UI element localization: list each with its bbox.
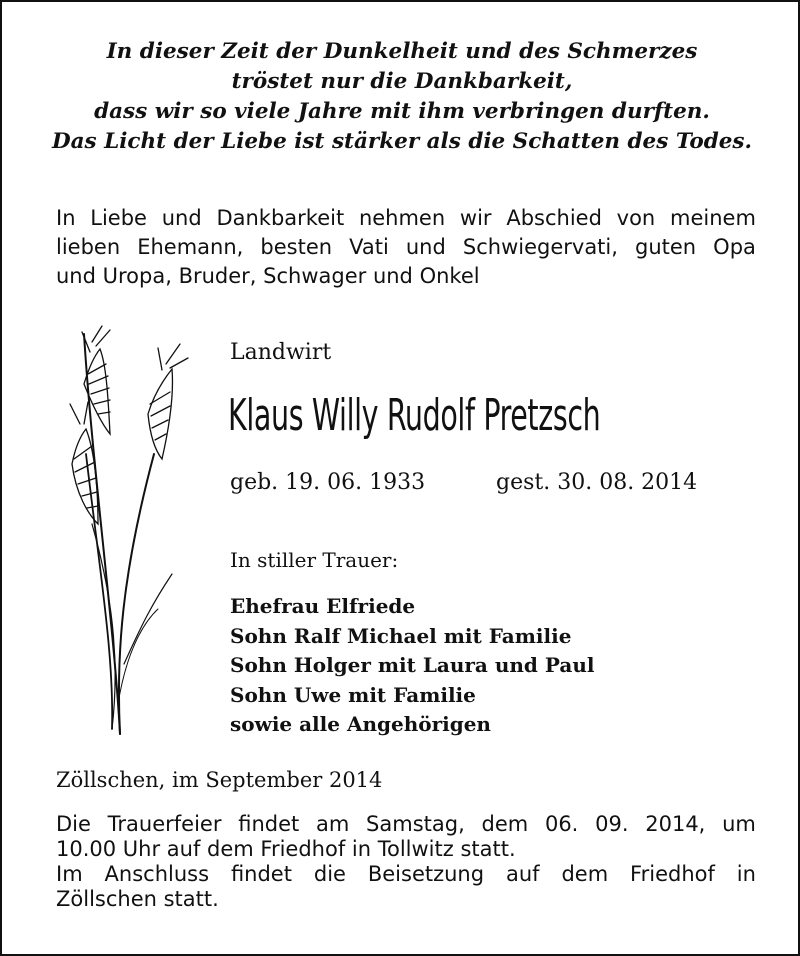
- intro-line: und Uropa, Bruder, Schwager und Onkel: [56, 264, 480, 288]
- mourning-label: In stiller Trauer:: [230, 548, 399, 572]
- word: Liebe: [90, 206, 147, 230]
- word: Samstag,: [366, 812, 465, 836]
- birth-date: geb. 19. 06. 1933: [230, 470, 426, 495]
- ceremony-info: [56, 812, 756, 912]
- word: um: [722, 812, 756, 836]
- deceased-name: Klaus Willy Rudolf Pretzsch: [228, 390, 601, 441]
- intro-line: [56, 233, 756, 262]
- word: Trauerfeier: [107, 812, 222, 836]
- word: und: [405, 235, 446, 259]
- motto-line: dass wir so viele Jahre mit ihm verbringen durften.: [94, 99, 710, 124]
- word: Dankbarkeit: [216, 206, 345, 230]
- word: wir: [459, 206, 492, 230]
- ceremony-line: 10.00 Uhr auf dem Friedhof in Tollwitz statt.: [56, 837, 516, 861]
- word: in: [736, 862, 756, 886]
- word: Opa: [713, 235, 756, 259]
- word: Ehemann,: [137, 235, 244, 259]
- word: In: [56, 206, 76, 230]
- word: Schwiegervati,: [462, 235, 618, 259]
- word: Die: [56, 812, 91, 836]
- intro-line: [56, 204, 756, 233]
- mourners-list: [230, 592, 594, 740]
- word: Friedhof: [630, 862, 715, 886]
- word: besten: [260, 235, 333, 259]
- word: Beisetzung: [367, 862, 485, 886]
- word: und: [161, 206, 202, 230]
- word: auf: [505, 862, 540, 886]
- mourner-name: sowie alle Angehörigen: [230, 712, 491, 736]
- death-date: gest. 30. 08. 2014: [496, 470, 698, 495]
- motto: [42, 37, 762, 157]
- intro-text: [56, 204, 756, 291]
- word: die: [313, 862, 346, 886]
- motto-line: tröstet nur die Dankbarkeit,: [231, 69, 573, 94]
- mourner-name: Sohn Holger mit Laura und Paul: [230, 653, 595, 677]
- word: 2014,: [645, 812, 706, 836]
- motto-line: In dieser Zeit der Dunkelheit und des Schmerzes: [106, 39, 698, 64]
- word: meinem: [670, 206, 756, 230]
- word: findet: [238, 812, 300, 836]
- ceremony-line: [56, 812, 756, 837]
- ceremony-line: [56, 862, 756, 887]
- profession: Landwirt: [230, 340, 332, 365]
- word: 09.: [595, 812, 629, 836]
- mourner-name: Sohn Ralf Michael mit Familie: [230, 623, 572, 648]
- mourner-name: Sohn Uwe mit Familie: [230, 682, 476, 707]
- word: Vati: [349, 235, 389, 259]
- word: Im: [56, 862, 83, 886]
- word: nehmen: [358, 206, 446, 230]
- word: dem: [481, 812, 529, 836]
- place-date: Zöllschen, im September 2014: [56, 768, 383, 792]
- word: Anschluss: [104, 862, 210, 886]
- wheat-ears-icon: [62, 324, 192, 744]
- word: 06.: [544, 812, 579, 836]
- ceremony-line: Zöllschen statt.: [56, 887, 219, 911]
- word: von: [616, 206, 656, 230]
- motto-line: Das Licht der Liebe ist stärker als die Schatten des Todes.: [51, 129, 752, 154]
- word: am: [315, 812, 350, 836]
- word: lieben: [56, 235, 121, 259]
- word: guten: [635, 235, 697, 259]
- mourner-name: Ehefrau Elfriede: [230, 594, 416, 618]
- word: Abschied: [506, 206, 602, 230]
- word: findet: [230, 862, 292, 886]
- word: dem: [561, 862, 609, 886]
